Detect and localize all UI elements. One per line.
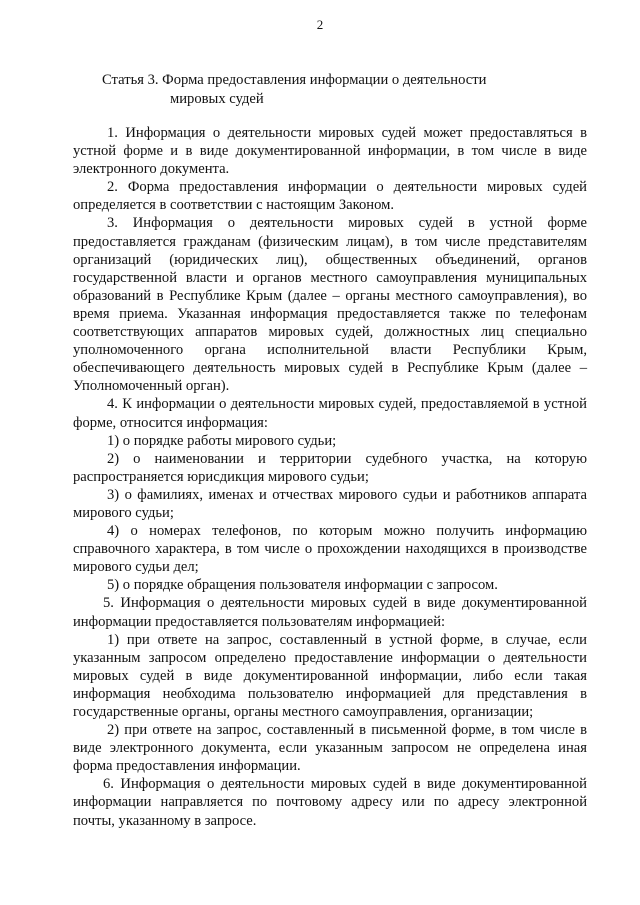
paragraph-4: 4. К информации о деятельности мировых судей, предоставляемой в устной форме, относится информация:: [73, 396, 587, 431]
paragraph-4-item-4: 4) о номерах телефонов, по которым можно получить информацию справочного характера, в том числе о прохождении находящихся в производстве мирового судьи дел;: [73, 523, 587, 576]
paragraph-4-item-2: 2) о наименовании и территории судебного участка, на которую распространяется юрисдикция мирового судьи;: [73, 450, 587, 485]
paragraph-4-item-5: 5) о порядке обращения пользователя информации с запросом.: [107, 577, 498, 594]
paragraph-5-item-1: 1) при ответе на запрос, составленный в устной форме, в случае, если указанным запросом определено предоставление информации о деятельности мировых судей в виде документированной информации, либо если такая информация необходима пользователю информацией для представления в государственные органы, органы местного самоуправления, организации;: [73, 631, 587, 720]
article-title-line-2: мировых судей: [170, 91, 264, 107]
article-body: [73, 124, 587, 830]
paragraph-4-item-1: 1) о порядке работы мирового судьи;: [107, 432, 337, 449]
article-title: [102, 71, 572, 109]
paragraph-1: 1. Информация о деятельности мировых судей может предоставляться в устной форме и в виде документированной информации, в том числе в виде электронного документа.: [73, 125, 587, 178]
article-title-line-1: Статья 3. Форма предоставления информации о деятельности: [102, 72, 487, 88]
page-number: 2: [316, 17, 324, 32]
paragraph-6: 6. Информация о деятельности мировых судей в виде документированной информации направляется по почтовому адресу или по адресу электронной почты, указанному в запросе.: [73, 776, 587, 829]
paragraph-2: 2. Форма предоставления информации о деятельности мировых судей определяется в соответствии с настоящим Законом.: [73, 179, 587, 214]
paragraph-3: 3. Информация о деятельности мировых судей в устной форме предоставляется гражданам (физическим лицам), в том числе представителям организаций (юридических лиц), общественных объединений, органов государственной власти и органов местного самоуправления муниципальных образований в Республике Крым (далее – органы местного самоуправления), во время приема. Указанная информация предоставляется также по телефонам соответствующих аппаратов мировых судей, должностных лиц специально уполномоченного органа исполнительной власти Республики Крым, обеспечивающего деятельность мировых судей в Республике Крым (далее – Уполномоченный орган).: [73, 215, 587, 395]
paragraph-4-item-3: 3) о фамилиях, именах и отчествах мирового судьи и работников аппарата мирового судьи;: [73, 486, 587, 521]
paragraph-5: 5. Информация о деятельности мировых судей в виде документированной информации предоставляется пользователям информацией:: [73, 595, 587, 630]
paragraph-5-item-2: 2) при ответе на запрос, составленный в письменной форме, в том числе в виде электронного документа, если указанным запросом не определена иная форма предоставления информации.: [73, 722, 587, 775]
